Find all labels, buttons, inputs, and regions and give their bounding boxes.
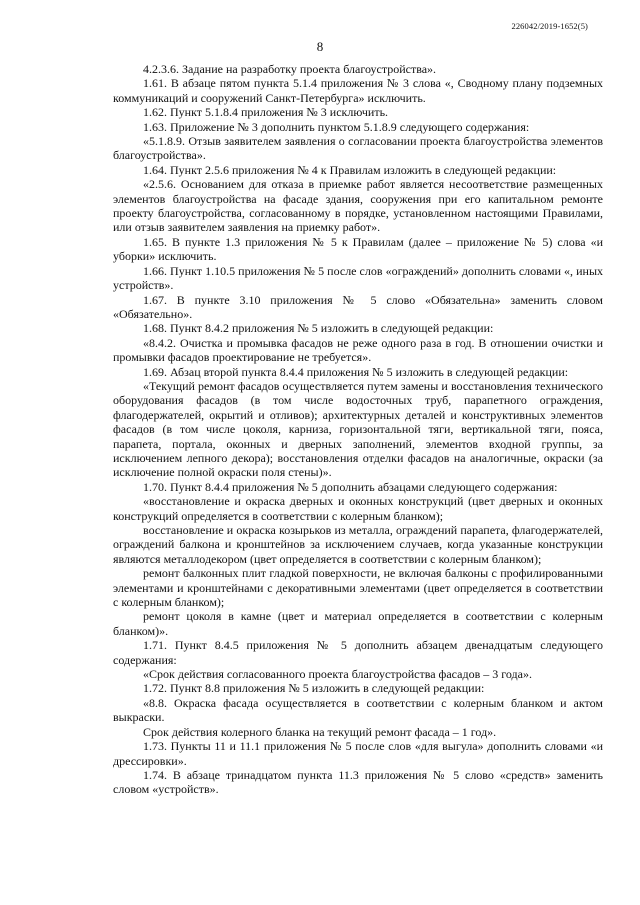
paragraph: 1.62. Пункт 5.1.8.4 приложения № 3 исключить. <box>143 105 389 120</box>
document-body <box>113 62 603 797</box>
paragraph: 1.70. Пункт 8.4.4 приложения № 5 дополнить абзацами следующего содержания: <box>143 479 558 494</box>
paragraph: «восстановление и окраска дверных и оконных конструкций (цвет дверных и оконных конструкций определяется в соответствии с колерным бланком); <box>113 494 603 523</box>
paragraph: ремонт цоколя в камне (цвет и материал определяется в соответствии с колерным бланком)». <box>113 609 603 638</box>
paragraph: 4.2.3.6. Задание на разработку проекта благоустройства». <box>143 62 437 76</box>
paragraph: 1.74. В абзаце тринадцатом пункта 11.3 приложения № 5 слово «средств» заменить словом «устройств». <box>113 767 603 797</box>
page-number: 8 <box>316 39 324 54</box>
paragraph: 1.65. В пункте 1.3 приложения № 5 к Правилам (далее – приложение № 5) слова «и уборки» исключить. <box>113 234 603 264</box>
paragraph: «8.8. Окраска фасада осуществляется в соответствии с колерным бланком и актом выкраски. <box>113 695 603 725</box>
paragraph: «2.5.6. Основанием для отказа в приемке работ является несоответствие размещенных элементов благоустройства на фасаде здания, сооружения при его капитальном ремонте проекту благоустройства, согласованному в порядке, установленном настоящими Правилами, или отзыв заявителем заявления на приемку работ». <box>113 177 603 235</box>
paragraph: 1.63. Приложение № 3 дополнить пунктом 5.1.8.9 следующего содержания: <box>143 119 530 134</box>
paragraph: 1.61. В абзаце пятом пункта 5.1.4 приложения № 3 слова «, Сводному плану подземных коммуникаций и сооружений Санкт-Петербурга» исключить. <box>113 76 603 105</box>
paragraph: Срок действия колерного бланка на текущий ремонт фасада – 1 год». <box>143 724 497 739</box>
paragraph: ремонт балконных плит гладкой поверхности, не включая балконы с профилированными элементами и кронштейнами с декоративными элементами (цвет определяется в соответствии с колерным бланком); <box>113 566 603 610</box>
paragraph: 1.69. Абзац второй пункта 8.4.4 приложения № 5 изложить в следующей редакции: <box>143 364 569 379</box>
paragraph: 1.71. Пункт 8.4.5 приложения № 5 дополнить абзацем двенадцатым следующего содержания: <box>113 638 603 667</box>
paragraph: 1.68. Пункт 8.4.2 приложения № 5 изложить в следующей редакции: <box>143 321 494 336</box>
paragraph: 1.64. Пункт 2.5.6 приложения № 4 к Правилам изложить в следующей редакции: <box>143 162 557 177</box>
paragraph: 1.72. Пункт 8.8 приложения № 5 изложить в следующей редакции: <box>143 681 485 696</box>
paragraph: 1.67. В пункте 3.10 приложения № 5 слово «Обязательна» заменить словом «Обязательно». <box>113 292 603 321</box>
paragraph: 1.73. Пункты 11 и 11.1 приложения № 5 после слов «для выгула» дополнить словами «и дрессировки». <box>113 739 603 768</box>
paragraph: «Текущий ремонт фасадов осуществляется путем замены и восстановления технического оборудования фасадов (в том числе водосточных труб, парапетного ограждения, флагодержателей, окрытий и отливов); архитектурных деталей и конструктивных элементов фасадов (в том числе цоколя, карниза, горизонтальной тяги, вертикальной тяги, пояса, парапета, портала, оконных и дверных заполнений, элементов входной группы, за исключением лепного декора); восстановления отделки фасадов на аналогичные, окраски (за исключение полной окраски поля стены)». <box>113 378 603 480</box>
paragraph: «5.1.8.9. Отзыв заявителем заявления о согласовании проекта благоустройства элементов благоустройства». <box>113 134 603 163</box>
paragraph: «8.4.2. Очистка и промывка фасадов не реже одного раза в год. В отношении очистки и промывки фасадов проектирование не требуется». <box>113 335 603 365</box>
paragraph: «Срок действия согласованного проекта благоустройства фасадов – 3 года». <box>143 667 532 682</box>
paragraph: 1.66. Пункт 1.10.5 приложения № 5 после слов «ограждений» дополнить словами «, иных устройств». <box>113 263 603 293</box>
document-number: 226042/2019-1652(5) <box>511 21 588 31</box>
paragraph: восстановление и окраска козырьков из металла, ограждений парапета, флагодержателей, ограждений балкона и кронштейнов за исключением случаев, когда указанные конструкции являются металлодекором (цвет определяется в соответствии с колерным бланком); <box>113 523 603 566</box>
